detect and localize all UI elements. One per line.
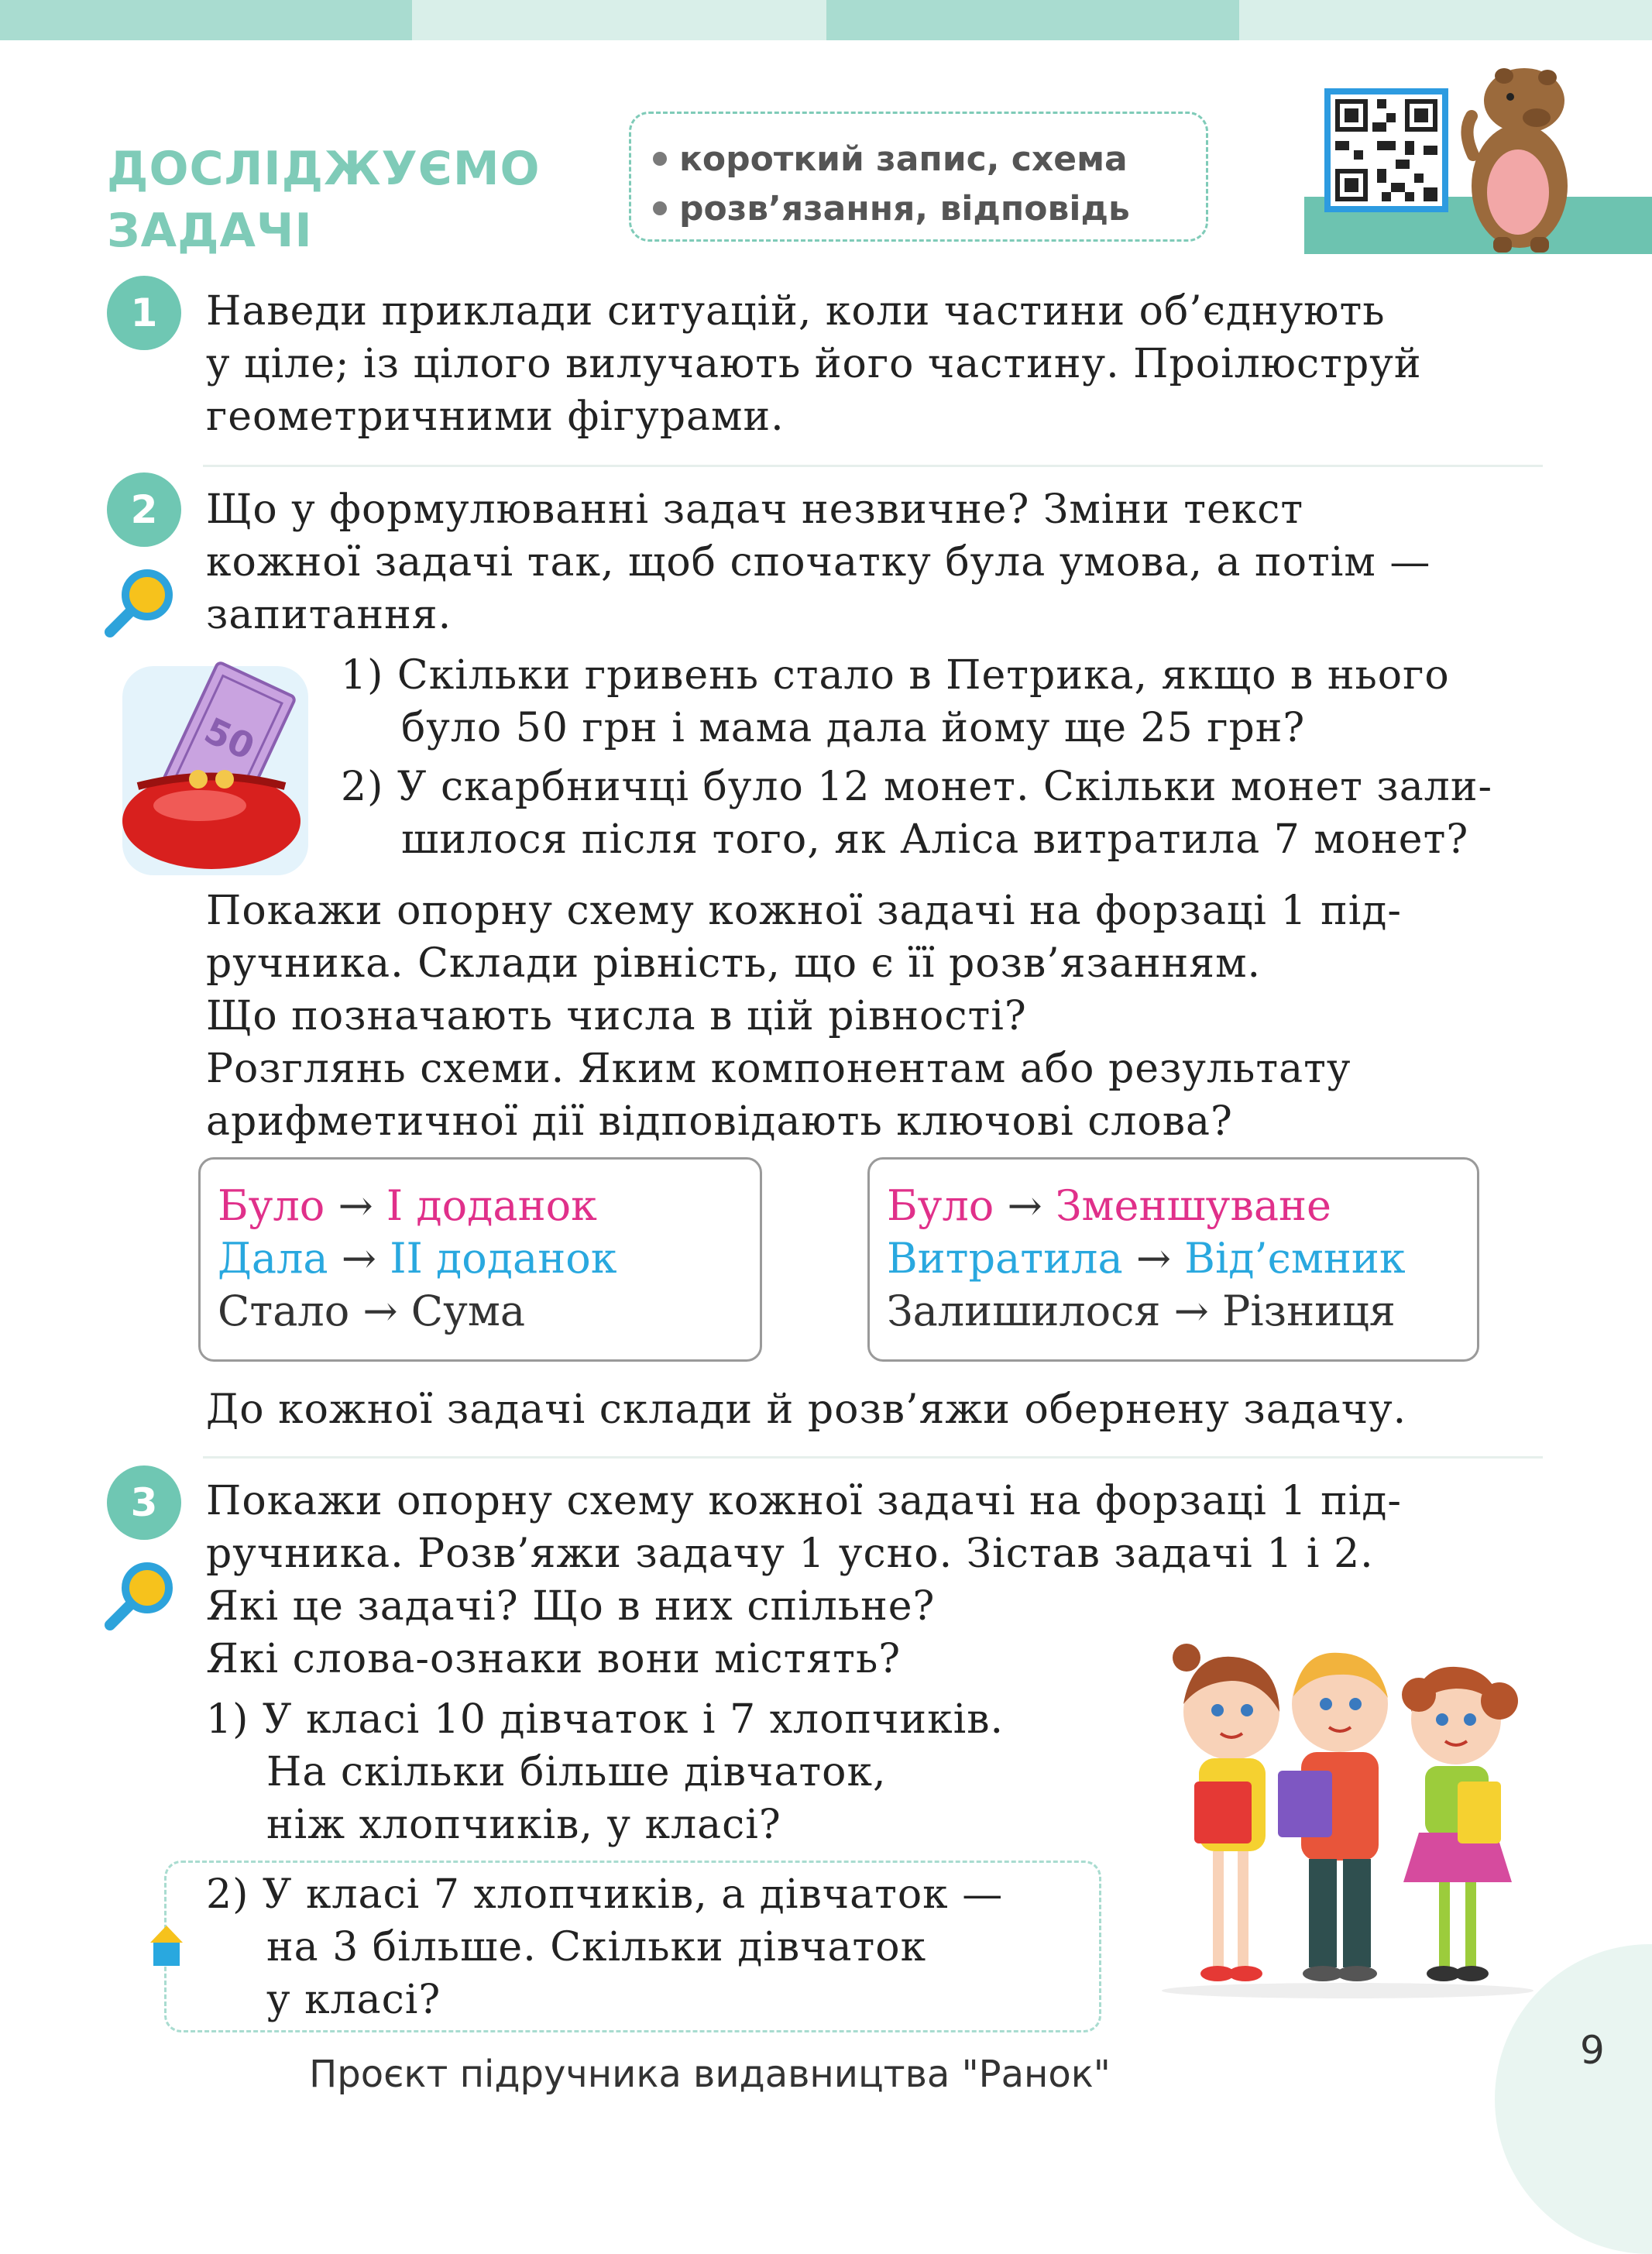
- task2-intro-line: кожної задачі так, щоб спочатку була умова, а потім —: [206, 539, 1431, 586]
- task2-instructions: [206, 885, 1402, 1148]
- task3-problem1: [206, 1693, 1004, 1851]
- topics-box: [629, 112, 1208, 242]
- topic-item: [653, 134, 1206, 184]
- magnifier-icon: [101, 1557, 178, 1634]
- task3-intro-line: Покажи опорну схему кожної задачі на форзаці 1 під-: [206, 1478, 1402, 1524]
- task2-intro-line: запитання.: [206, 592, 452, 638]
- component: Зменшуване: [1055, 1181, 1331, 1230]
- keyword: Дала: [218, 1234, 328, 1283]
- task3-problem1-line: ніж хлопчиків, у класі?: [266, 1802, 781, 1848]
- task1-text: [206, 285, 1421, 443]
- top-color-bar: [0, 0, 1652, 40]
- task-number-badge: 3: [107, 1465, 181, 1540]
- scheme-row: [887, 1180, 1477, 1232]
- page-number: 9: [1580, 2028, 1605, 2073]
- arrow-icon: →: [338, 1181, 386, 1230]
- section-title-line: ЗАДАЧІ: [107, 204, 313, 258]
- magnifier-icon: [101, 564, 178, 641]
- topic-text: короткий запис, схема: [679, 139, 1128, 179]
- arrow-icon: →: [362, 1287, 411, 1335]
- money-label: 50: [197, 709, 261, 768]
- task2-closing: [206, 1383, 1406, 1436]
- footer-note: Проєкт підручника видавництва "Ранок": [309, 2053, 1111, 2096]
- children-illustration-icon: [1146, 1627, 1549, 1998]
- qr-code-icon[interactable]: [1324, 88, 1448, 212]
- task2-instruction-line: Покажи опорну схему кожної задачі на форзаці 1 під-: [206, 888, 1402, 934]
- component: Різниця: [1222, 1287, 1396, 1335]
- arrow-icon: →: [1173, 1287, 1223, 1335]
- task2-problem2-line: 2) У скарбничці було 12 монет. Скільки монет зали-: [341, 764, 1493, 810]
- footer: [0, 2053, 1652, 2096]
- scheme-row: [218, 1232, 760, 1285]
- task-number-badge: 2: [107, 472, 181, 547]
- scheme-row: [887, 1285, 1477, 1338]
- task3-intro-line: Які слова-ознаки вони містять?: [206, 1636, 902, 1682]
- bullet-icon: [653, 201, 667, 215]
- scheme-addition-box: [198, 1157, 762, 1362]
- topic-text: розв’язання, відповідь: [679, 188, 1130, 228]
- task3-problem2-line: на 3 більше. Скільки дівчаток: [266, 1924, 927, 1971]
- task3-problem1-line: На скільки більше дівчаток,: [266, 1749, 887, 1795]
- task2-instruction-line: Що позначають числа в цій рівності?: [206, 993, 1027, 1039]
- task3-problem2-line: 2) У класі 7 хлопчиків, а дівчаток —: [206, 1871, 1004, 1918]
- component: Від’ємник: [1184, 1234, 1406, 1283]
- task2-closing-line: До кожної задачі склади й розв’яжи обернену задачу.: [206, 1386, 1407, 1433]
- house-icon: [147, 1922, 186, 1969]
- task2-instruction-line: арифметичної дії відповідають ключові слова?: [206, 1098, 1233, 1145]
- task2-intro: [206, 483, 1430, 641]
- scheme-row: [218, 1285, 760, 1338]
- divider: [203, 465, 1543, 467]
- arrow-icon: →: [341, 1234, 390, 1283]
- bullet-icon: [653, 152, 667, 166]
- keyword: Було: [218, 1181, 325, 1230]
- arrow-icon: →: [1007, 1181, 1056, 1230]
- purse-with-money-icon: [107, 651, 316, 883]
- task2-intro-line: Що у формулюванні задач незвичне? Зміни текст: [206, 486, 1304, 533]
- scheme-subtraction-box: [867, 1157, 1479, 1362]
- task2-problem1: [341, 649, 1450, 754]
- task2-problem1-line: 1) Скільки гривень стало в Петрика, якщо в нього: [341, 652, 1450, 699]
- task2-instruction-line: ручника. Склади рівність, що є її розв’язанням.: [206, 940, 1262, 987]
- component: І доданок: [386, 1181, 597, 1230]
- task3-intro-line: ручника. Розв’яжи задачу 1 усно. Зістав задачі 1 і 2.: [206, 1531, 1374, 1577]
- task3-problem1-line: 1) У класі 10 дівчаток і 7 хлопчиків.: [206, 1696, 1005, 1743]
- task3-problem2-line: у класі?: [266, 1977, 441, 2023]
- task1-line: геометричними фігурами.: [206, 393, 785, 440]
- keyword: Витратила: [887, 1234, 1123, 1283]
- topic-item: [653, 184, 1206, 233]
- task1-line: Наведи приклади ситуацій, коли частини об’єднують: [206, 288, 1386, 335]
- task-number-badge: 1: [107, 276, 181, 350]
- section-title-line: ДОСЛІДЖУЄМО: [107, 142, 541, 196]
- task1-line: у ціле; із цілого вилучають його частину. Проілюструй: [206, 341, 1422, 387]
- task3-problem2: [206, 1868, 1003, 2026]
- component: Сума: [410, 1287, 526, 1335]
- task2-problem2-line: шилося після того, як Аліса витратила 7 монет?: [401, 816, 1469, 863]
- component: ІІ доданок: [390, 1234, 617, 1283]
- task2-problem1-line: було 50 грн і мама дала йому ще 25 грн?: [401, 705, 1306, 751]
- keyword: Залишилося: [887, 1287, 1161, 1335]
- capybara-mascot-icon: [1456, 54, 1580, 256]
- task3-intro-line: Які це задачі? Що в них спільне?: [206, 1583, 936, 1630]
- keyword: Було: [887, 1181, 994, 1230]
- keyword: Стало: [218, 1287, 350, 1335]
- section-title: [107, 138, 541, 262]
- scheme-row: [887, 1232, 1477, 1285]
- scheme-row: [218, 1180, 760, 1232]
- divider: [203, 1456, 1543, 1459]
- task2-instruction-line: Розглянь схеми. Яким компонентам або результату: [206, 1046, 1351, 1092]
- task2-problem2: [341, 761, 1492, 866]
- arrow-icon: →: [1135, 1234, 1185, 1283]
